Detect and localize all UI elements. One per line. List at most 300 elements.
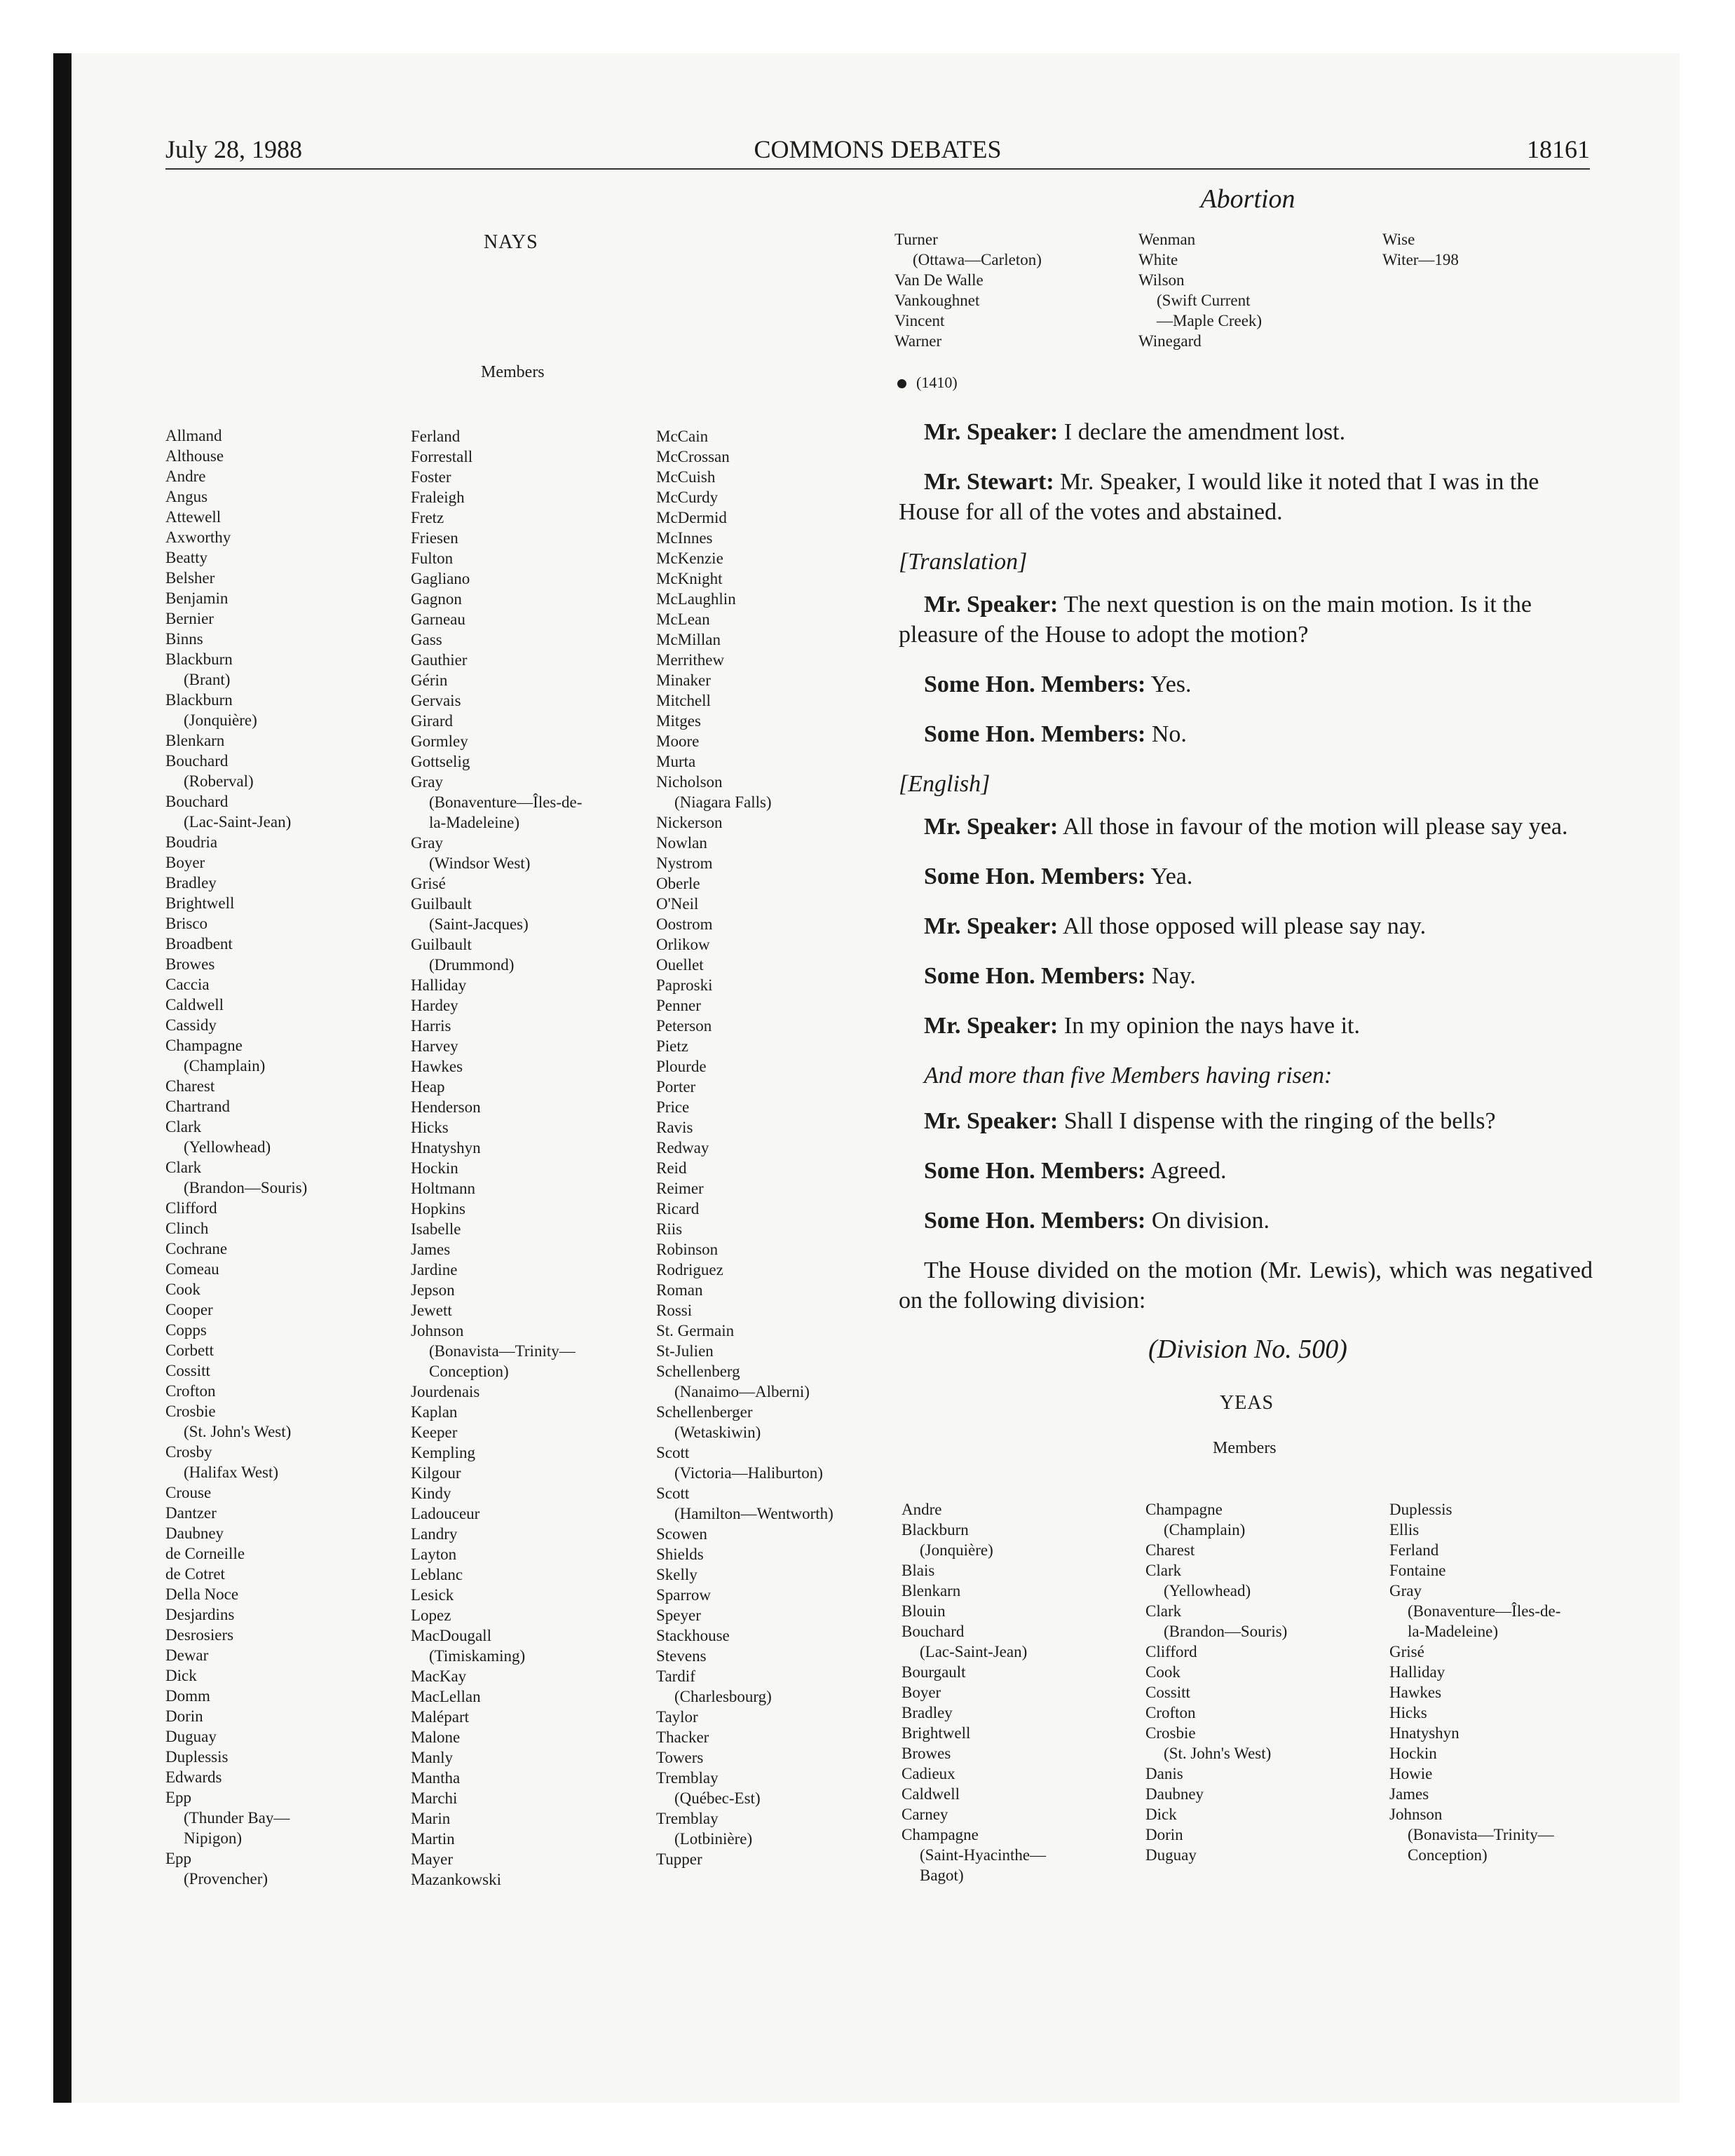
member-name: Clifford <box>165 1199 217 1217</box>
speech-text: Yes. <box>1145 671 1192 697</box>
member-name: Benjamin <box>165 589 229 607</box>
member-riding: Conception) <box>1408 1846 1488 1864</box>
member-name: Hicks <box>411 1119 449 1136</box>
member-name: Jardine <box>411 1261 458 1278</box>
member-name: Grisé <box>1389 1643 1424 1660</box>
member-riding: (Jonquière) <box>184 711 257 729</box>
member-name: Tupper <box>656 1850 702 1868</box>
member-riding: (Champlain) <box>1164 1521 1246 1538</box>
member-name: Heap <box>411 1078 445 1096</box>
member-name: Henderson <box>411 1098 481 1116</box>
member-name: Hardey <box>411 997 458 1014</box>
member-name: Leblanc <box>411 1566 463 1583</box>
member-name: Champagne <box>1145 1501 1223 1518</box>
member-name: Edwards <box>165 1768 222 1786</box>
member-name: Gagnon <box>411 590 462 608</box>
member-riding: (Brandon—Souris) <box>1164 1623 1288 1640</box>
member-name: Shields <box>656 1546 704 1563</box>
member-name: Duplessis <box>1389 1501 1452 1518</box>
member-name: McCrossan <box>656 448 730 465</box>
member-name: Martin <box>411 1830 455 1848</box>
member-name: McLaughlin <box>656 590 736 608</box>
member-name: Towers <box>656 1749 704 1766</box>
member-riding: (Drummond) <box>429 956 515 974</box>
member-name: Van De Walle <box>894 271 984 289</box>
member-name: Scott <box>656 1444 690 1461</box>
yeas-column-2 <box>1145 1499 1287 1865</box>
member-name: MacKay <box>411 1667 467 1685</box>
member-name: Penner <box>656 997 701 1014</box>
member-name: Dantzer <box>165 1504 217 1522</box>
member-riding: la-Madeleine) <box>429 814 519 831</box>
member-name: Ferland <box>1389 1541 1439 1559</box>
speaker-name: Some Hon. Members: <box>924 1208 1146 1234</box>
member-name: Lopez <box>411 1606 451 1624</box>
member-name: Scott <box>656 1485 690 1502</box>
member-name: Danis <box>1145 1765 1183 1782</box>
member-name: Moore <box>656 732 700 750</box>
member-riding: (Thunder Bay— <box>184 1809 290 1827</box>
member-name: Cooper <box>165 1301 213 1318</box>
member-name: Holtmann <box>411 1180 475 1197</box>
speaker-name: Mr. Speaker: <box>924 419 1059 445</box>
member-name: Guilbault <box>411 895 472 913</box>
member-name: Hopkins <box>411 1200 465 1217</box>
member-name: Belsher <box>165 569 215 587</box>
member-name: Fretz <box>411 509 444 526</box>
member-riding: Nipigon) <box>184 1829 243 1847</box>
member-name: Rodriguez <box>656 1261 723 1278</box>
nays-column-3 <box>656 426 834 1869</box>
member-name: Comeau <box>165 1260 219 1278</box>
member-name: Hockin <box>1389 1745 1437 1762</box>
member-name: Crosbie <box>165 1403 216 1420</box>
member-name: Jourdenais <box>411 1383 480 1400</box>
member-name: Turner <box>894 231 938 248</box>
member-name: Layton <box>411 1546 457 1563</box>
member-name: Clark <box>165 1118 202 1135</box>
member-name: Nicholson <box>656 773 723 791</box>
speech-paragraph <box>899 1011 1593 1041</box>
member-name: Minaker <box>656 671 711 689</box>
language-marker: [English] <box>899 771 991 797</box>
member-name: Dewar <box>165 1646 209 1664</box>
member-name: Champagne <box>901 1826 979 1843</box>
member-name: Beatty <box>165 549 208 566</box>
member-riding: (Champlain) <box>184 1057 266 1074</box>
member-riding: (Roberval) <box>184 772 254 790</box>
previous-division-column-2 <box>1138 229 1262 351</box>
speech-paragraph <box>899 812 1593 842</box>
member-riding: (Ottawa—Carleton) <box>913 251 1042 268</box>
member-name: Marin <box>411 1810 451 1827</box>
member-name: Cadieux <box>901 1765 955 1782</box>
member-name: Champagne <box>165 1037 243 1054</box>
member-name: McMillan <box>656 631 721 648</box>
member-name: Angus <box>165 488 208 505</box>
member-name: Isabelle <box>411 1220 461 1238</box>
member-name: Fraleigh <box>411 489 465 506</box>
debate-transcript <box>899 417 1593 1335</box>
member-riding: (Charlesbourg) <box>674 1688 772 1705</box>
member-name: Kaplan <box>411 1403 458 1421</box>
member-name: Robinson <box>656 1241 719 1258</box>
member-riding: (Provencher) <box>184 1870 268 1888</box>
member-name: Copps <box>165 1321 207 1339</box>
member-name: Epp <box>165 1850 192 1867</box>
member-name: Della Noce <box>165 1585 239 1603</box>
member-name: Jewett <box>411 1302 452 1319</box>
member-riding: (Lotbinière) <box>674 1830 753 1848</box>
member-name: Wise <box>1382 231 1415 248</box>
member-name: McCuish <box>656 468 716 486</box>
member-name: Skelly <box>656 1566 698 1583</box>
yeas-members-heading: Members <box>1213 1439 1277 1457</box>
member-name: Mayer <box>411 1850 454 1868</box>
member-name: Schellenberg <box>656 1363 740 1380</box>
member-name: St-Julien <box>656 1342 714 1360</box>
member-name: Harvey <box>411 1037 458 1055</box>
nays-column-2 <box>411 426 582 1890</box>
member-name: White <box>1138 251 1178 268</box>
speech-paragraph <box>899 589 1593 650</box>
member-name: Charest <box>1145 1541 1195 1559</box>
member-name: Gray <box>411 834 443 852</box>
member-riding: (Windsor West) <box>429 854 531 872</box>
member-name: McKnight <box>656 570 723 587</box>
member-name: Taylor <box>656 1708 698 1726</box>
member-name: Tremblay <box>656 1810 719 1827</box>
member-name: Bouchard <box>165 752 229 770</box>
member-name: Crosby <box>165 1443 212 1461</box>
member-name: Broadbent <box>165 935 233 953</box>
member-name: St. Germain <box>656 1322 735 1339</box>
member-name: Speyer <box>656 1606 701 1624</box>
member-name: Sparrow <box>656 1586 711 1604</box>
nays-column-1 <box>165 425 307 1889</box>
yeas-column-3 <box>1389 1499 1560 1865</box>
member-name: Gervais <box>411 692 461 709</box>
member-name: Scowen <box>656 1525 707 1543</box>
bullet-icon <box>897 379 906 388</box>
member-name: Brightwell <box>901 1724 971 1742</box>
member-name: Thacker <box>656 1728 709 1746</box>
member-riding: (Niagara Falls) <box>674 793 772 811</box>
member-name: Grisé <box>411 875 446 892</box>
speaker-name: Mr. Speaker: <box>924 1013 1059 1039</box>
speech-paragraph <box>899 467 1593 527</box>
member-name: Manly <box>411 1749 454 1766</box>
member-name: Dorin <box>165 1707 203 1725</box>
page-date: July 28, 1988 <box>165 135 303 163</box>
member-name: Axworthy <box>165 528 231 546</box>
member-name: MacDougall <box>411 1627 491 1644</box>
speech-text: All those in favour of the motion will please say yea. <box>1058 814 1568 840</box>
division-title: (Division No. 500) <box>1148 1335 1347 1364</box>
speech-paragraph <box>899 669 1593 700</box>
speech-text: On division. <box>1145 1208 1270 1234</box>
member-name: Redway <box>656 1139 709 1157</box>
member-name: Ellis <box>1389 1521 1420 1538</box>
member-name: O'Neil <box>656 895 699 913</box>
member-name: Browes <box>901 1745 951 1762</box>
member-riding: (Bonavista—Trinity— <box>1408 1826 1554 1843</box>
member-name: Hnatyshyn <box>1389 1724 1460 1742</box>
member-name: Warner <box>894 332 942 350</box>
member-name: Gass <box>411 631 442 648</box>
member-riding: (Bonaventure—Îles-de- <box>1408 1602 1561 1620</box>
member-name: Cook <box>165 1281 200 1298</box>
narrative-paragraph: The House divided on the motion (Mr. Lewis), which was negatived on the following division: <box>899 1257 1593 1314</box>
previous-division-column-3 <box>1382 229 1459 270</box>
member-name: de Corneille <box>165 1545 245 1562</box>
member-riding: (Hamilton—Wentworth) <box>674 1505 834 1522</box>
member-name: Andre <box>901 1501 942 1518</box>
member-name: Hockin <box>411 1159 458 1177</box>
member-name: Riis <box>656 1220 683 1238</box>
member-name: Clark <box>165 1159 202 1176</box>
member-name: Clark <box>1145 1562 1182 1579</box>
speaker-name: Some Hon. Members: <box>924 963 1146 989</box>
member-name: Malone <box>411 1728 461 1746</box>
member-name: Attewell <box>165 508 222 526</box>
member-name: Gagliano <box>411 570 470 587</box>
member-name: Crofton <box>165 1382 216 1400</box>
member-name: Ferland <box>411 428 461 445</box>
member-name: Ouellet <box>656 956 704 974</box>
speech-text: Mr. Speaker, I would like it noted that I was in the House for all of the votes and abstained. <box>899 469 1539 525</box>
member-name: Stevens <box>656 1647 707 1665</box>
member-name: Blenkarn <box>165 732 225 749</box>
member-name: Brightwell <box>165 894 235 912</box>
member-name: Chartrand <box>165 1098 230 1115</box>
journal-title: COMMONS DEBATES <box>754 135 1002 163</box>
member-riding: (Brandon—Souris) <box>184 1179 308 1196</box>
member-name: Lesick <box>411 1586 454 1604</box>
member-name: Wenman <box>1138 231 1196 248</box>
member-name: Epp <box>165 1789 192 1806</box>
member-name: Blouin <box>901 1602 946 1620</box>
member-name: Daubney <box>1145 1785 1204 1803</box>
member-riding: (Québec-Est) <box>674 1789 761 1807</box>
member-name: Gormley <box>411 732 468 750</box>
member-name: Rossi <box>656 1302 693 1319</box>
speech-text: I declare the amendment lost. <box>1058 419 1346 445</box>
member-name: Crouse <box>165 1484 212 1501</box>
speaker-name: Some Hon. Members: <box>924 721 1146 747</box>
member-name: Gérin <box>411 671 448 689</box>
member-name: James <box>1389 1785 1429 1803</box>
member-name: Duguay <box>1145 1846 1197 1864</box>
member-name: Winegard <box>1138 332 1202 350</box>
member-riding: (Yellowhead) <box>184 1138 271 1156</box>
section-title: Abortion <box>1200 184 1295 214</box>
yeas-column-1 <box>901 1499 1046 1885</box>
member-name: Gottselig <box>411 753 470 770</box>
member-name: Oostrom <box>656 915 713 933</box>
speech-paragraph <box>899 417 1593 447</box>
member-name: Witer—198 <box>1382 251 1459 268</box>
page-number: 18161 <box>1527 135 1590 163</box>
member-name: Hawkes <box>1389 1684 1442 1701</box>
member-riding: Conception) <box>429 1363 509 1380</box>
member-name: Duguay <box>165 1728 217 1745</box>
speech-paragraph <box>899 1206 1593 1236</box>
member-name: Bourgault <box>901 1663 966 1681</box>
member-name: Malépart <box>411 1708 470 1726</box>
member-name: Allmand <box>165 427 222 444</box>
member-name: Hicks <box>1389 1704 1427 1721</box>
speech-paragraph <box>899 911 1593 941</box>
member-name: Nystrom <box>656 854 713 872</box>
running-head <box>165 135 1590 170</box>
member-name: Carney <box>901 1806 948 1823</box>
member-name: Corbett <box>165 1342 214 1359</box>
member-name: James <box>411 1241 451 1258</box>
member-name: Caldwell <box>901 1785 960 1803</box>
member-name: Blenkarn <box>901 1582 961 1599</box>
yeas-heading: YEAS <box>1220 1392 1274 1414</box>
member-name: Crosbie <box>1145 1724 1196 1742</box>
member-name: Fontaine <box>1389 1562 1446 1579</box>
member-name: McCurdy <box>656 489 719 506</box>
member-name: Vincent <box>894 312 945 329</box>
member-name: Oberle <box>656 875 700 892</box>
member-name: Stackhouse <box>656 1627 730 1644</box>
member-name: Peterson <box>656 1017 712 1035</box>
member-riding: (Swift Current <box>1157 292 1251 309</box>
speech-paragraph <box>899 1106 1593 1136</box>
member-name: Marchi <box>411 1789 458 1807</box>
speech-paragraph <box>899 719 1593 749</box>
member-name: Kilgour <box>411 1464 461 1482</box>
member-name: Blackburn <box>165 691 233 709</box>
member-name: Binns <box>165 630 203 648</box>
member-riding: la-Madeleine) <box>1408 1623 1498 1640</box>
member-name: Halliday <box>1389 1663 1445 1681</box>
member-name: Wilson <box>1138 271 1185 289</box>
member-riding: (Wetaskiwin) <box>674 1424 761 1441</box>
member-name: McDermid <box>656 509 727 526</box>
member-riding: (Brant) <box>184 671 231 688</box>
member-name: Johnson <box>411 1322 464 1339</box>
member-name: Halliday <box>411 976 467 994</box>
member-name: Ricard <box>656 1200 700 1217</box>
stage-direction: And more than five Members having risen: <box>924 1063 1333 1089</box>
member-name: Caldwell <box>165 996 224 1014</box>
member-name: Dick <box>165 1667 197 1684</box>
member-name: Crofton <box>1145 1704 1196 1721</box>
member-name: Dick <box>1145 1806 1177 1823</box>
time-marker <box>897 374 958 392</box>
member-name: Mantha <box>411 1769 461 1787</box>
member-name: Roman <box>656 1281 703 1299</box>
member-name: Daubney <box>165 1524 224 1542</box>
member-name: Ravis <box>656 1119 693 1136</box>
member-name: Plourde <box>656 1058 707 1075</box>
member-name: Caccia <box>165 976 210 993</box>
member-name: Tremblay <box>656 1769 719 1787</box>
member-name: Clifford <box>1145 1643 1197 1660</box>
speaker-name: Mr. Speaker: <box>924 592 1059 618</box>
member-name: Price <box>656 1098 690 1116</box>
member-name: Forrestall <box>411 448 473 465</box>
member-name: Cossitt <box>1145 1684 1190 1701</box>
speech-text: The next question is on the main motion. Is it the pleasure of the House to adopt the motion? <box>899 592 1532 648</box>
nays-heading: NAYS <box>484 231 538 253</box>
member-name: Girard <box>411 712 454 730</box>
member-name: Fulton <box>411 550 454 567</box>
member-riding: (Yellowhead) <box>1164 1582 1251 1599</box>
member-riding: (St. John's West) <box>1164 1745 1272 1762</box>
member-riding: (Saint-Hyacinthe— <box>920 1846 1047 1864</box>
member-name: Jepson <box>411 1281 455 1299</box>
member-name: Hnatyshyn <box>411 1139 481 1157</box>
speech-paragraph <box>899 861 1593 892</box>
member-name: Kindy <box>411 1485 451 1502</box>
speaker-name: Mr. Speaker: <box>924 913 1059 939</box>
member-name: Kempling <box>411 1444 475 1461</box>
member-riding: (Halifax West) <box>184 1464 279 1481</box>
member-name: Cossitt <box>165 1362 210 1379</box>
speech-text: All those opposed will please say nay. <box>1058 913 1427 939</box>
member-name: Cochrane <box>165 1240 228 1257</box>
member-name: Reimer <box>656 1180 704 1197</box>
member-riding: (Jonquière) <box>920 1541 993 1559</box>
member-name: Pietz <box>656 1037 688 1055</box>
member-name: Ladouceur <box>411 1505 480 1522</box>
speech-text: Agreed. <box>1145 1158 1227 1184</box>
speech-text: In my opinion the nays have it. <box>1058 1013 1360 1039</box>
member-name: Howie <box>1389 1765 1433 1782</box>
language-marker: [Translation] <box>899 549 1028 575</box>
member-name: Nickerson <box>656 814 723 831</box>
speaker-name: Some Hon. Members: <box>924 671 1146 697</box>
member-name: McLean <box>656 610 710 628</box>
member-name: Keeper <box>411 1424 458 1441</box>
member-name: Bernier <box>165 610 214 627</box>
member-name: Merrithew <box>656 651 725 669</box>
speech-text: Yea. <box>1145 864 1193 889</box>
member-name: Gauthier <box>411 651 468 669</box>
member-riding: (St. John's West) <box>184 1423 292 1440</box>
speech-text: Nay. <box>1145 963 1196 989</box>
member-name: Hawkes <box>411 1058 463 1075</box>
member-name: Bradley <box>165 874 217 892</box>
member-name: Reid <box>656 1159 687 1177</box>
speaker-name: Mr. Stewart: <box>924 469 1054 495</box>
speaker-name: Mr. Speaker: <box>924 1108 1059 1134</box>
member-name: Mazankowski <box>411 1871 502 1888</box>
member-riding: (Lac-Saint-Jean) <box>184 813 292 831</box>
member-name: McInnes <box>656 529 713 547</box>
member-riding: (Victoria—Haliburton) <box>674 1464 823 1482</box>
member-riding: (Bonaventure—Îles-de- <box>429 793 583 811</box>
member-name: de Cotret <box>165 1565 225 1583</box>
nays-members-heading: Members <box>481 363 545 381</box>
member-name: Desjardins <box>165 1606 235 1623</box>
member-riding: (Bonavista—Trinity— <box>429 1342 576 1360</box>
member-name: Vankoughnet <box>894 292 980 309</box>
member-name: Domm <box>165 1687 210 1705</box>
member-name: Clinch <box>165 1220 209 1237</box>
member-name: Clark <box>1145 1602 1182 1620</box>
member-name: Johnson <box>1389 1806 1443 1823</box>
member-riding: (Nanaimo—Alberni) <box>674 1383 810 1400</box>
member-name: Duplessis <box>165 1748 229 1766</box>
speaker-name: Some Hon. Members: <box>924 1158 1146 1184</box>
member-name: Cassidy <box>165 1016 217 1034</box>
